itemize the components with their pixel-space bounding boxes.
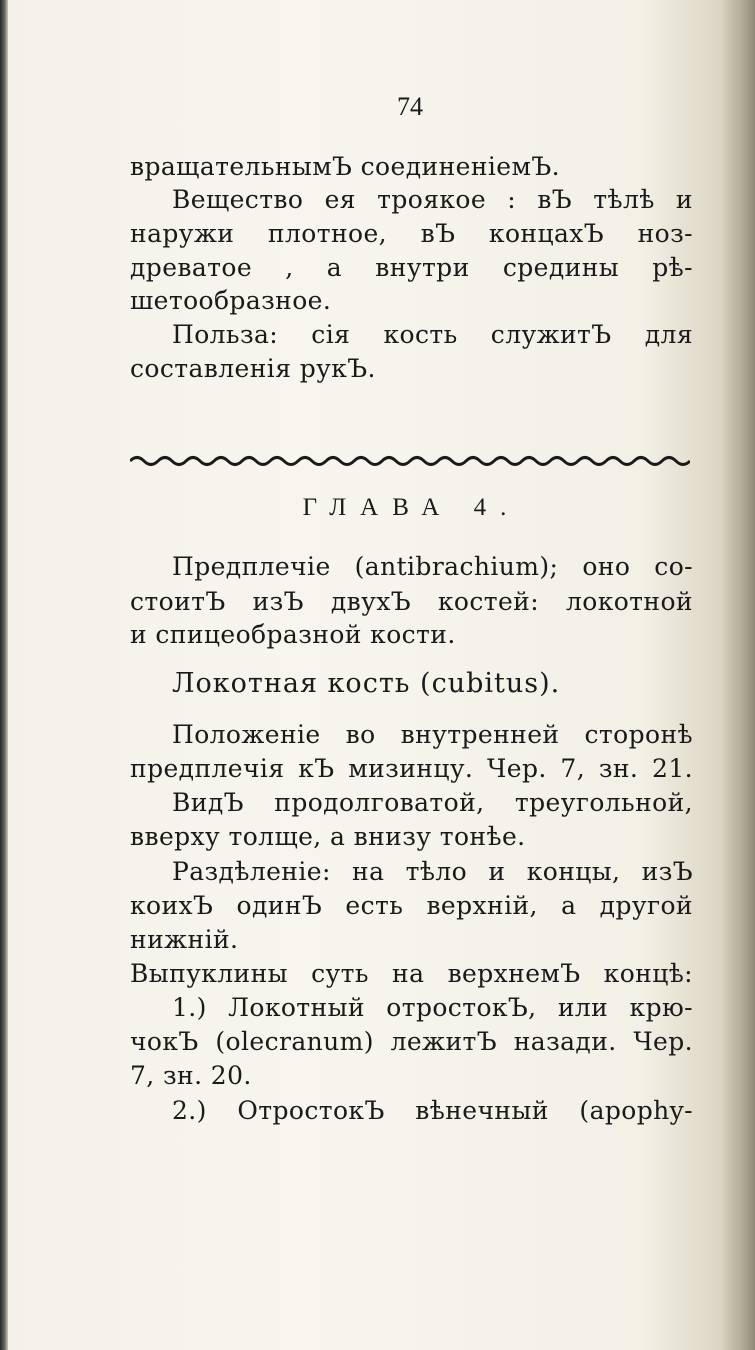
text-line: Раздѣленіе: на тѣло и концы, изЪ [172,857,693,886]
text-line: шетообразное. [130,286,332,315]
text-line: ВидЪ продолговатой, треугольной, [172,788,693,817]
ornamental-divider [130,454,690,468]
text-line: вращательнымЪ соединеніемЪ. [130,152,560,181]
text-line: составленія рукЪ. [130,354,376,383]
section-title: Локотная кость (cubitus). [172,668,561,699]
text-line: Выпуклины суть на верхнемЪ концѣ: [130,959,693,988]
text-line: нижній. [130,925,239,954]
text-line: коихЪ одинЪ есть верхній, а другой [130,891,693,920]
text-line: 2.) ОтростокЪ вѣнечный (apophy- [172,1096,693,1125]
chapter-heading: ГЛАВА 4. [302,494,521,521]
text-line: вверху толще, а внизу тонѣе. [130,822,526,851]
text-line: Положеніе во внутренней сторонѣ [172,720,693,749]
page-right-shadow [721,0,755,1350]
text-line: и спицеобразной кости. [130,620,456,649]
text-line: чокЪ (olecranum) лежитЪ назади. Чер. [130,1027,693,1056]
text-line: 1.) Локотный отростокЪ, или крю- [172,993,693,1022]
text-line: 7, зн. 20. [130,1061,252,1090]
text-line: Польза: сія кость служитЪ для [172,320,693,349]
text-line: наружи плотное, вЪ концахЪ ноз- [130,219,693,248]
text-line: древатое , а внутри средины рѣ- [130,253,693,282]
text-line: предплечія кЪ мизинцу. Чер. 7, зн. 21. [130,754,693,783]
page-number: 74 [397,92,423,121]
text-line: Вещество ея троякое : вЪ тѣлѣ и [172,185,693,214]
page-left-shadow [0,0,8,1350]
text-line: стоитЪ изЪ двухЪ костей: локотной [130,587,693,616]
text-line: Предплечіе (antibrachium); оно со- [172,552,693,581]
